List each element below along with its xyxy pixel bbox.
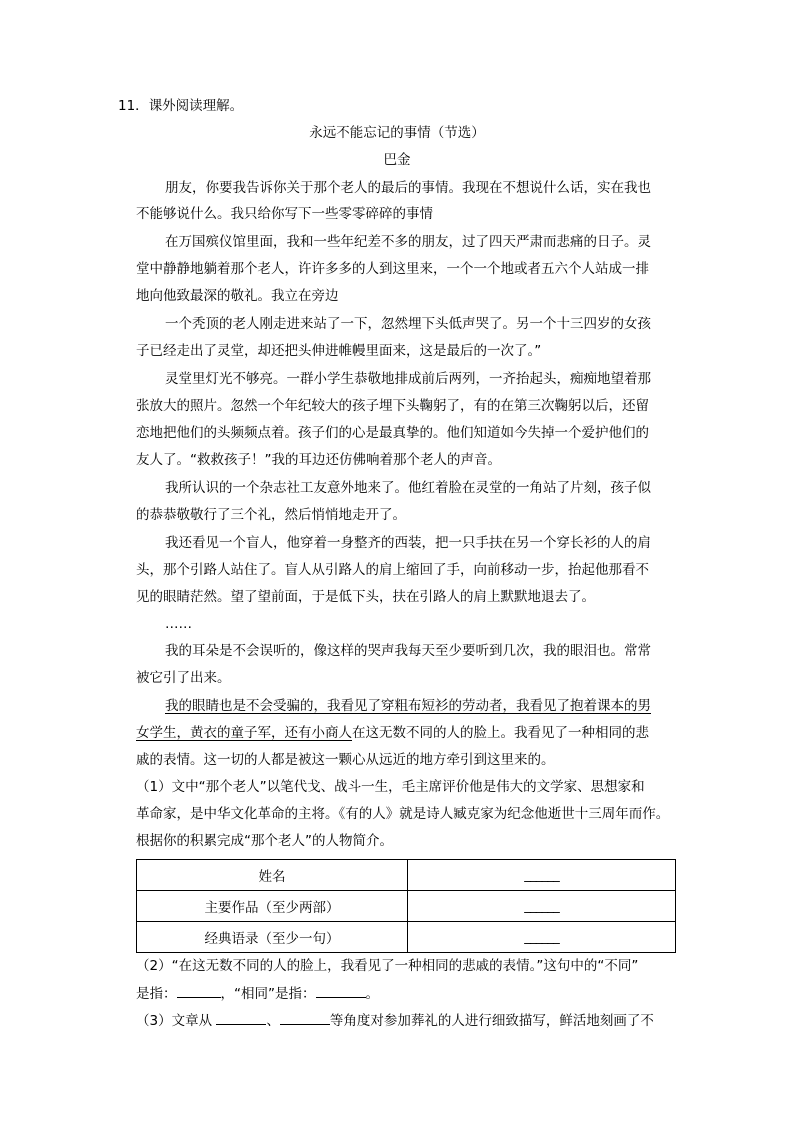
passage-line: 友人了。“救救孩子！”我的耳边还仿佛响着那个老人的声音。 [136, 452, 501, 468]
passage-line: 女学生，黄衣的童子军，还有小商人在这无数不同的人的脸上。我看见了一种相同的悲 [136, 725, 649, 741]
passage-line: 在万国殡仪馆里面，我和一些年纪差不多的朋友，过了四天严肃而悲痛的日子。灵 [165, 234, 651, 250]
answer-cell-works[interactable] [408, 891, 676, 922]
passage-line: 我的耳朵是不会误听的，像这样的哭声我每天至少要听到几次，我的眼泪也。常常 [165, 643, 651, 659]
underlined-sentence: 我的眼睛也是不会受骗的，我看见了穿粗布短衫的劳动者，我看见了抱着课本的男 [165, 698, 651, 714]
passage-line: 见的眼睛茫然。望了望前面，于是低下头，扶在引路人的肩上默默地退去了。 [136, 589, 595, 605]
passage-line: 戚的表情。这一切的人都是被这一颗心从远近的地方牵引到这里来的。 [136, 752, 555, 768]
table-label-name: 姓名 [137, 860, 408, 891]
answer-blank[interactable]: ______ [524, 867, 559, 883]
answer-blank[interactable]: ______ [524, 929, 559, 945]
table-row [137, 891, 676, 922]
passage-title: 永远不能忘记的事情（节选） [309, 125, 485, 141]
passage-line: 朋友，你要我告诉你关于那个老人的最后的事情。我现在不想说什么话，实在我也 [165, 180, 651, 196]
passage-line: 恋地把他们的头频频点着。孩子们的心是最真挚的。他们知道如今失掉一个爱护他们的 [136, 425, 649, 441]
answer-blank-angle-1[interactable] [216, 1010, 266, 1025]
passage-line: 一个秃顶的老人刚走进来站了一下，忽然埋下头低声哭了。另一个十三四岁的女孩 [165, 316, 651, 332]
answer-blank[interactable]: ______ [524, 898, 559, 914]
answer-cell-quotes[interactable] [408, 922, 676, 953]
passage-line: 子已经走出了灵堂，却还把头伸进帷幔里面来，这是最后的一次了。” [136, 343, 542, 359]
answer-blank-different[interactable] [177, 983, 221, 998]
underlined-sentence: 女学生，黄衣的童子军，还有小商人 [136, 725, 352, 741]
answer-blank-angle-2[interactable] [280, 1010, 330, 1025]
passage-line: 的恭恭敬敬行了三个礼，然后悄悄地走开了。 [136, 507, 406, 523]
passage-line: 被它引了出来。 [136, 670, 231, 686]
passage-ellipsis: …… [165, 616, 192, 632]
question-number: 11． [118, 98, 149, 114]
question-prompt: 课外阅读理解。 [148, 98, 244, 114]
q1-line: 根据你的积累完成“那个老人”的人物简介。 [136, 833, 393, 849]
passage-author: 巴金 [383, 152, 411, 168]
table-label-works: 主要作品（至少两部） [137, 891, 408, 922]
table-row [137, 860, 676, 891]
answer-blank-same[interactable] [316, 983, 366, 998]
passage-line: 头，那个引路人站住了。盲人从引路人的肩上缩回了手，向前移动一步，抬起他那看不 [136, 562, 649, 578]
passage-line: 不能够说什么。我只给你写下一些零零碎碎的事情 [136, 206, 433, 222]
question-heading [118, 96, 243, 116]
passage-line: 堂中静静地躺着那个老人，许许多多的人到这里来，一个一个地或者五六个人站成一排 [136, 261, 649, 277]
passage-line: 我还看见一个盲人，他穿着一身整齐的西装，把一只手扶在另一个穿长衫的人的肩 [165, 535, 651, 551]
q2-line: 是指： ，“相同”是指： 。 [136, 983, 379, 1004]
q2-line: （2）“在这无数不同的人的脸上，我看见了一种相同的悲戚的表情。”这句中的“不同” [136, 958, 639, 974]
passage-line: 我所认识的一个杂志社工友意外地来了。他红着脸在灵堂的一角站了片刻，孩子似 [165, 480, 651, 496]
passage-line: 张放大的照片。忽然一个年纪较大的孩子埋下头鞠躬了，有的在第三次鞠躬以后，还留 [136, 398, 649, 414]
q3-line: （3）文章从 、 等角度对参加葬礼的人进行细致描写，鲜活地刻画了不 [136, 1010, 654, 1031]
passage-line-underlined [165, 696, 651, 716]
passage-line: 地向他致最深的敬礼。我立在旁边 [136, 288, 339, 304]
q1-line: （1）文中“那个老人”以笔代戈、战斗一生，毛主席评价他是伟大的文学家、思想家和 [136, 779, 645, 795]
table-row [137, 922, 676, 953]
table-label-quotes: 经典语录（至少一句） [137, 922, 408, 953]
answer-cell-name[interactable] [408, 860, 676, 891]
passage-line: 灵堂里灯光不够亮。一群小学生恭敬地排成前后两列，一齐抬起头，痴痴地望着那 [165, 371, 651, 387]
q1-line: 革命家，是中华文化革命的主将。《有的人》就是诗人臧克家为纪念他逝世十三周年而作。 [136, 806, 670, 822]
profile-table [136, 859, 676, 953]
